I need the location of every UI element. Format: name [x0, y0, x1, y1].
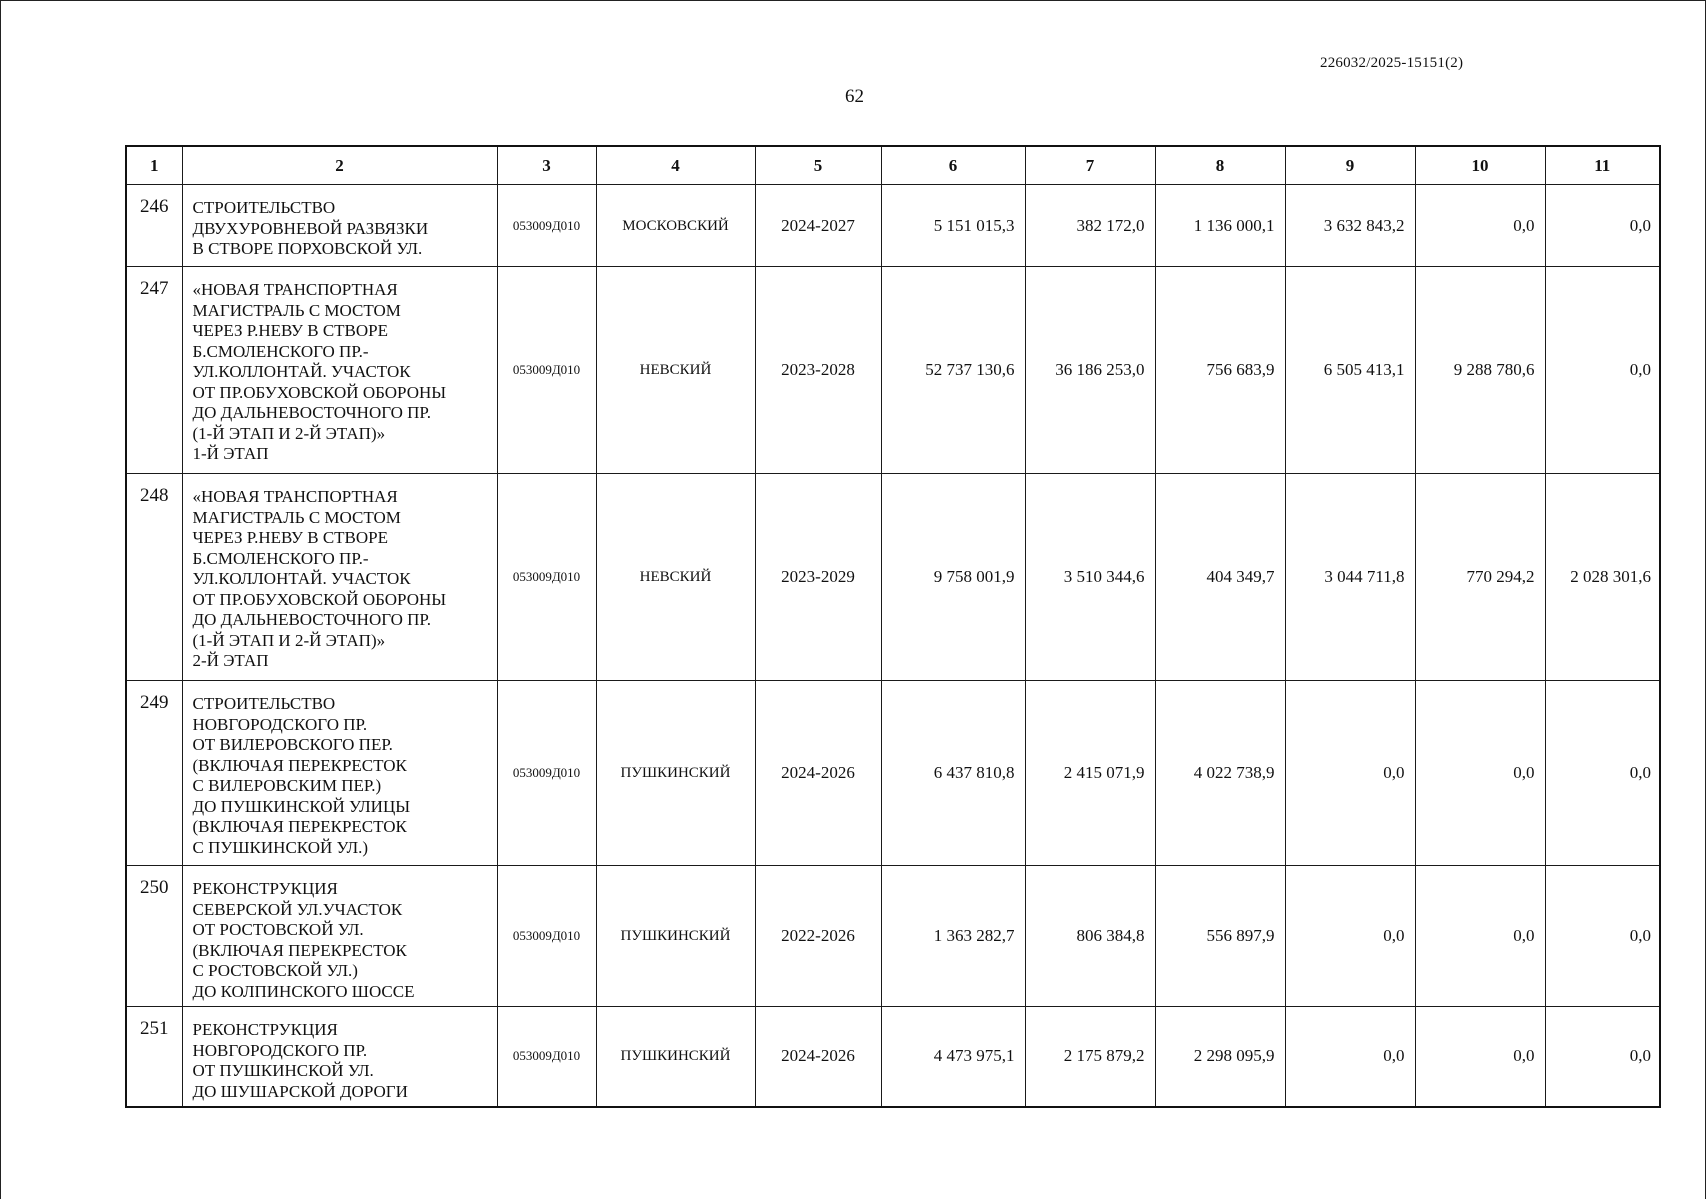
object-name-line: УЛ.КОЛЛОНТАЙ. УЧАСТОК — [192, 569, 411, 588]
row-number: 247 — [126, 267, 182, 474]
value-col-8: 4 022 738,9 — [1155, 681, 1285, 866]
document-number: 226032/2025-15151(2) — [1320, 55, 1464, 71]
row-number: 250 — [126, 866, 182, 1007]
object-name — [182, 866, 497, 1007]
object-name-line: ОТ РОСТОВСКОЙ УЛ. — [192, 920, 364, 939]
object-name-line: ОТ ПР.ОБУХОВСКОЙ ОБОРОНЫ — [192, 589, 447, 609]
column-header-1: 1 — [126, 146, 182, 185]
object-name-line: ДО ПУШКИНСКОЙ УЛИЦЫ — [192, 796, 411, 816]
object-name — [182, 267, 497, 474]
object-name-line: ЧЕРЕЗ Р.НЕВУ В СТВОРЕ — [192, 528, 388, 547]
object-name-line: ДО ДАЛЬНЕВОСТОЧНОГО ПР. — [192, 610, 432, 629]
object-name-line: СЕВЕРСКОЙ УЛ.УЧАСТОК — [192, 899, 403, 919]
object-name-line: УЛ.КОЛЛОНТАЙ. УЧАСТОК — [192, 362, 411, 381]
value-col-7: 2 415 071,9 — [1025, 681, 1155, 866]
value-col-10: 0,0 — [1415, 866, 1545, 1007]
object-name — [182, 1007, 497, 1107]
value-col-8: 2 298 095,9 — [1155, 1007, 1285, 1107]
column-header-5: 5 — [755, 146, 881, 185]
object-name-line: РЕКОНСТРУКЦИЯ — [192, 879, 338, 898]
object-name-line: Б.СМОЛЕНСКОГО ПР.- — [192, 548, 369, 568]
value-col-9: 6 505 413,1 — [1285, 267, 1415, 474]
value-col-6: 1 363 282,7 — [881, 866, 1025, 1007]
object-name-line: СТРОИТЕЛЬСТВО — [192, 198, 336, 217]
object-name-line: СТРОИТЕЛЬСТВО — [192, 694, 336, 713]
column-header-6: 6 — [881, 146, 1025, 185]
value-col-9: 3 044 711,8 — [1285, 474, 1415, 681]
period: 2023-2029 — [755, 474, 881, 681]
value-col-7: 36 186 253,0 — [1025, 267, 1155, 474]
object-name-line: НОВГОРОДСКОГО ПР. — [192, 1040, 368, 1060]
value-col-6: 4 473 975,1 — [881, 1007, 1025, 1107]
district: МОСКОВСКИЙ — [596, 185, 755, 267]
object-name-line: ДВУХУРОВНЕВОЙ РАЗВЯЗКИ — [192, 218, 429, 238]
value-col-6: 9 758 001,9 — [881, 474, 1025, 681]
object-name-line: МАГИСТРАЛЬ С МОСТОМ — [192, 300, 401, 320]
object-name-line: «НОВАЯ ТРАНСПОРТНАЯ — [192, 280, 398, 299]
object-name-line: С ВИЛЕРОВСКИМ ПЕР.) — [192, 776, 382, 795]
column-header-2: 2 — [182, 146, 497, 185]
value-col-11: 0,0 — [1545, 185, 1660, 267]
value-col-9: 0,0 — [1285, 1007, 1415, 1107]
row-number: 249 — [126, 681, 182, 866]
object-name-line: В СТВОРЕ ПОРХОВСКОЙ УЛ. — [192, 239, 423, 258]
budget-code: 053009Д010 — [497, 474, 596, 681]
period: 2024-2026 — [755, 1007, 881, 1107]
column-header-9: 9 — [1285, 146, 1415, 185]
value-col-6: 5 151 015,3 — [881, 185, 1025, 267]
object-name-line: (1-Й ЭТАП И 2-Й ЭТАП)» — [192, 423, 386, 443]
budget-code: 053009Д010 — [497, 866, 596, 1007]
value-col-7: 806 384,8 — [1025, 866, 1155, 1007]
object-name-line: 1-Й ЭТАП — [192, 444, 269, 463]
budget-code: 053009Д010 — [497, 267, 596, 474]
object-name-line: Б.СМОЛЕНСКОГО ПР.- — [192, 341, 369, 361]
value-col-8: 556 897,9 — [1155, 866, 1285, 1007]
column-header-11: 11 — [1545, 146, 1660, 185]
row-number: 248 — [126, 474, 182, 681]
object-name-line: ОТ ВИЛЕРОВСКОГО ПЕР. — [192, 735, 393, 754]
value-col-9: 0,0 — [1285, 681, 1415, 866]
value-col-11: 0,0 — [1545, 681, 1660, 866]
value-col-10: 0,0 — [1415, 1007, 1545, 1107]
page-number: 62 — [845, 86, 864, 107]
table-row — [126, 1007, 1660, 1107]
table-row — [126, 267, 1660, 474]
object-name-line: ЧЕРЕЗ Р.НЕВУ В СТВОРЕ — [192, 321, 388, 340]
row-number: 246 — [126, 185, 182, 267]
column-header-4: 4 — [596, 146, 755, 185]
object-name-line: С РОСТОВСКОЙ УЛ.) — [192, 961, 358, 980]
district: ПУШКИНСКИЙ — [596, 1007, 755, 1107]
column-header-3: 3 — [497, 146, 596, 185]
object-name-line: (ВКЛЮЧАЯ ПЕРЕКРЕСТОК — [192, 755, 407, 775]
object-name-line: ОТ ПУШКИНСКОЙ УЛ. — [192, 1061, 374, 1080]
table-container — [125, 145, 1661, 1108]
period: 2024-2027 — [755, 185, 881, 267]
period: 2023-2028 — [755, 267, 881, 474]
object-name-line: ДО ШУШАРСКОЙ ДОРОГИ — [192, 1081, 408, 1101]
district: НЕВСКИЙ — [596, 267, 755, 474]
value-col-10: 770 294,2 — [1415, 474, 1545, 681]
object-name — [182, 681, 497, 866]
value-col-7: 382 172,0 — [1025, 185, 1155, 267]
period: 2022-2026 — [755, 866, 881, 1007]
period: 2024-2026 — [755, 681, 881, 866]
budget-table — [125, 145, 1661, 1108]
header-row — [126, 146, 1660, 185]
value-col-8: 404 349,7 — [1155, 474, 1285, 681]
object-name-line: 2-Й ЭТАП — [192, 651, 269, 670]
table-row — [126, 866, 1660, 1007]
value-col-6: 6 437 810,8 — [881, 681, 1025, 866]
value-col-11: 0,0 — [1545, 866, 1660, 1007]
district: ПУШКИНСКИЙ — [596, 681, 755, 866]
district: НЕВСКИЙ — [596, 474, 755, 681]
object-name-line: МАГИСТРАЛЬ С МОСТОМ — [192, 507, 401, 527]
value-col-11: 0,0 — [1545, 267, 1660, 474]
object-name-line: «НОВАЯ ТРАНСПОРТНАЯ — [192, 487, 398, 506]
value-col-11: 2 028 301,6 — [1545, 474, 1660, 681]
object-name-line: ДО ДАЛЬНЕВОСТОЧНОГО ПР. — [192, 403, 432, 422]
object-name — [182, 185, 497, 267]
value-col-8: 1 136 000,1 — [1155, 185, 1285, 267]
budget-code: 053009Д010 — [497, 1007, 596, 1107]
object-name-line: (ВКЛЮЧАЯ ПЕРЕКРЕСТОК — [192, 940, 407, 960]
object-name-line: (1-Й ЭТАП И 2-Й ЭТАП)» — [192, 630, 386, 650]
value-col-8: 756 683,9 — [1155, 267, 1285, 474]
value-col-10: 0,0 — [1415, 681, 1545, 866]
value-col-10: 9 288 780,6 — [1415, 267, 1545, 474]
object-name-line: РЕКОНСТРУКЦИЯ — [192, 1020, 338, 1039]
budget-code: 053009Д010 — [497, 681, 596, 866]
value-col-10: 0,0 — [1415, 185, 1545, 267]
value-col-7: 2 175 879,2 — [1025, 1007, 1155, 1107]
object-name-line: ОТ ПР.ОБУХОВСКОЙ ОБОРОНЫ — [192, 382, 447, 402]
district: ПУШКИНСКИЙ — [596, 866, 755, 1007]
budget-code: 053009Д010 — [497, 185, 596, 267]
value-col-11: 0,0 — [1545, 1007, 1660, 1107]
object-name-line: НОВГОРОДСКОГО ПР. — [192, 714, 368, 734]
row-number: 251 — [126, 1007, 182, 1107]
value-col-6: 52 737 130,6 — [881, 267, 1025, 474]
object-name-line: (ВКЛЮЧАЯ ПЕРЕКРЕСТОК — [192, 817, 407, 836]
column-header-7: 7 — [1025, 146, 1155, 185]
table-row — [126, 185, 1660, 267]
object-name-line: ДО КОЛПИНСКОГО ШОССЕ — [192, 981, 415, 1001]
table-row — [126, 681, 1660, 866]
value-col-9: 3 632 843,2 — [1285, 185, 1415, 267]
object-name — [182, 474, 497, 681]
value-col-7: 3 510 344,6 — [1025, 474, 1155, 681]
column-header-8: 8 — [1155, 146, 1285, 185]
object-name-line: С ПУШКИНСКОЙ УЛ.) — [192, 837, 369, 857]
table-row — [126, 474, 1660, 681]
value-col-9: 0,0 — [1285, 866, 1415, 1007]
column-header-10: 10 — [1415, 146, 1545, 185]
